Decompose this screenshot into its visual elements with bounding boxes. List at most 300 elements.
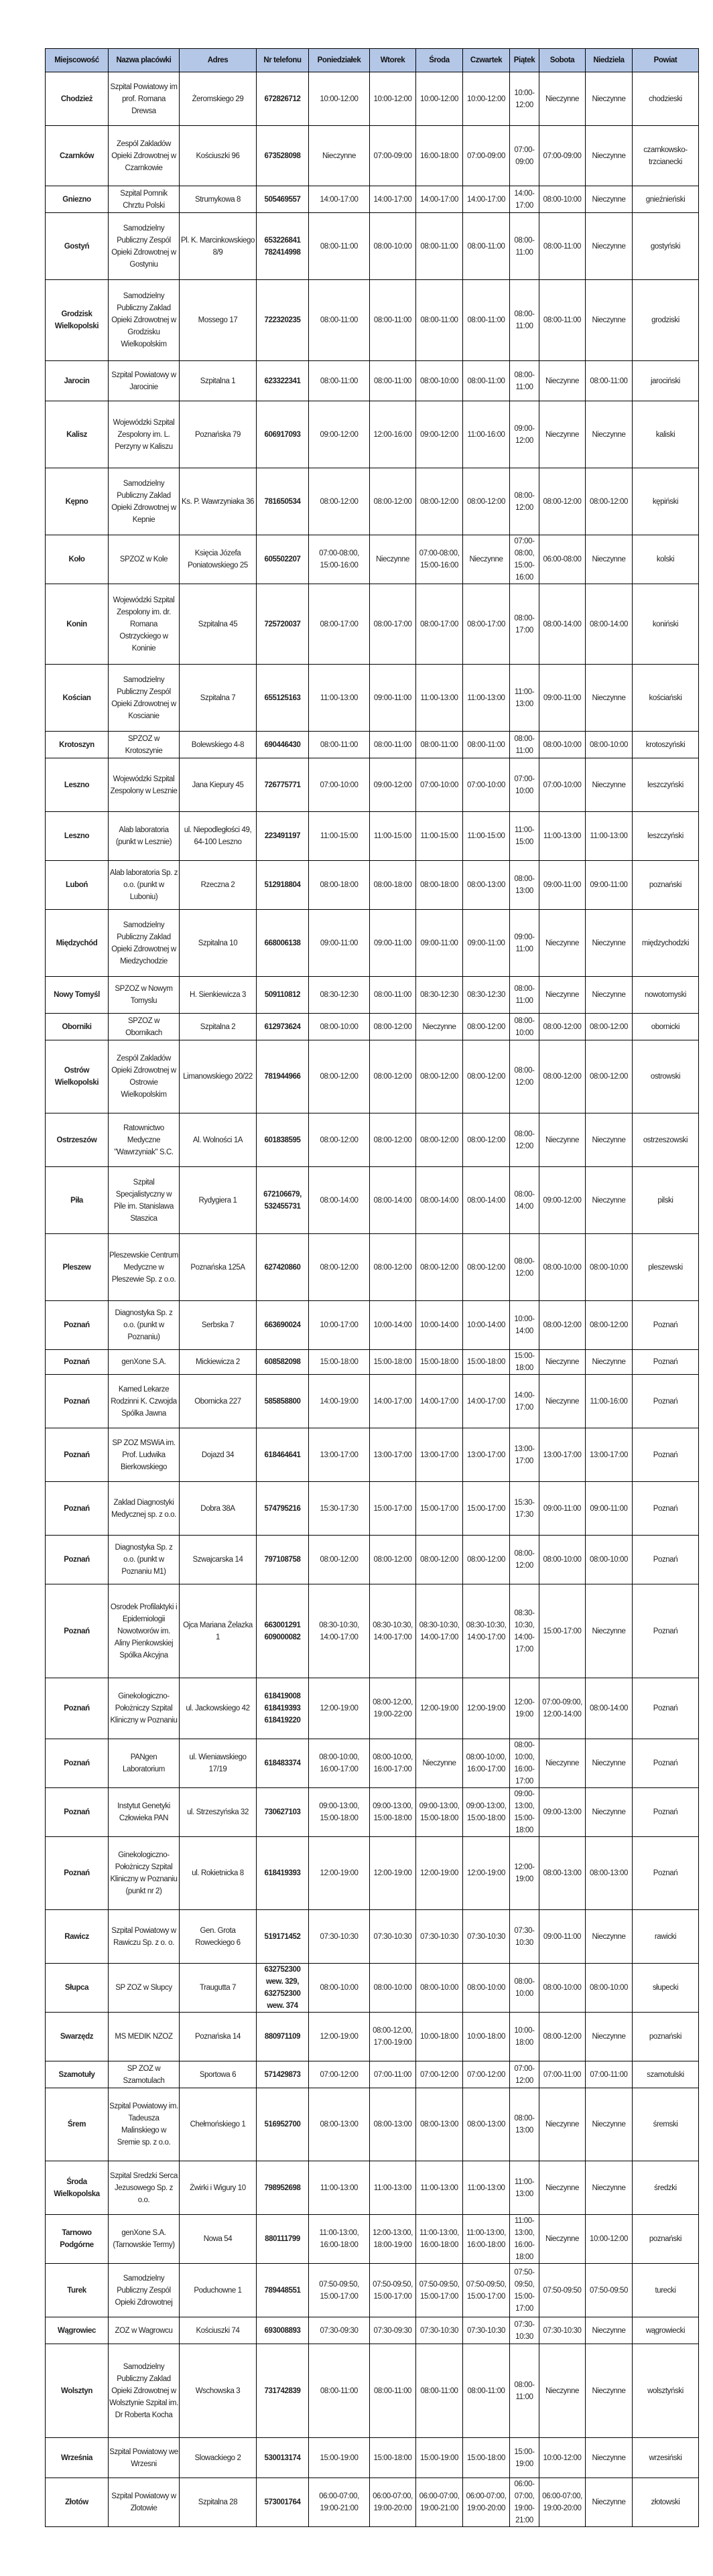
- table-cell-sunday: 08:00-12:00: [586, 1301, 633, 1350]
- table-cell-saturday: Nieczynne: [539, 72, 586, 126]
- table-row: [46, 1014, 699, 1040]
- table-cell-address: Szwajcarska 14: [180, 1536, 257, 1584]
- table-cell-saturday: Nieczynne: [539, 2215, 586, 2264]
- table-cell-wednesday: 11:00-13:00: [416, 665, 463, 732]
- table-cell-city: Grodzisk Wielkopolski: [46, 280, 109, 361]
- table-cell-tuesday: 14:00-17:00: [370, 186, 416, 213]
- table-cell-wednesday: 13:00-17:00: [416, 1428, 463, 1482]
- table-cell-wednesday: 09:00-11:00: [416, 910, 463, 977]
- table-cell-city: Poznań: [46, 1375, 109, 1428]
- table-cell-wednesday: 08:00-12:00: [416, 1536, 463, 1584]
- table-cell-wednesday: 08:00-12:00: [416, 468, 463, 535]
- table-cell-name: Ginekologiczno-Położniczy Szpital Kliniczny w Poznaniu: [109, 1678, 180, 1739]
- table-cell-tuesday: 08:00-12:00: [370, 1234, 416, 1301]
- table-cell-phone: 623322341: [257, 361, 309, 401]
- table-cell-name: Alab laboratoria Sp. z o.o. (punkt w Luboniu): [109, 861, 180, 910]
- table-cell-wednesday: 08:00-17:00: [416, 584, 463, 665]
- header-thursday: Czwartek: [463, 49, 510, 72]
- table-cell-name: Diagnostyka Sp. z o.o. (punkt w Poznaniu M1): [109, 1536, 180, 1584]
- table-row: [46, 1482, 699, 1536]
- table-cell-sunday: Nieczynne: [586, 665, 633, 732]
- table-cell-thursday: 11:00-16:00: [463, 401, 510, 468]
- table-cell-city: Luboń: [46, 861, 109, 910]
- table-row: [46, 977, 699, 1014]
- table-cell-tuesday: 08:00-11:00: [370, 977, 416, 1014]
- table-cell-monday: 08:00-11:00: [309, 2344, 370, 2438]
- table-cell-sunday: 10:00-12:00: [586, 2215, 633, 2264]
- table-cell-friday: 15:30-17:30: [510, 1482, 539, 1536]
- table-cell-address: ul. Niepodległości 49, 64-100 Leszno: [180, 812, 257, 861]
- table-cell-sunday: Nieczynne: [586, 1350, 633, 1375]
- table-row: [46, 732, 699, 758]
- table-cell-sunday: Nieczynne: [586, 2317, 633, 2344]
- table-cell-phone: 798952698: [257, 2161, 309, 2215]
- table-row: [46, 758, 699, 812]
- table-cell-address: Poznańska 14: [180, 2013, 257, 2061]
- table-cell-sunday: Nieczynne: [586, 2478, 633, 2527]
- table-cell-county: obornicki: [633, 1014, 699, 1040]
- table-cell-tuesday: 08:00-14:00: [370, 1167, 416, 1234]
- table-cell-monday: 09:00-12:00: [309, 401, 370, 468]
- table-row: [46, 361, 699, 401]
- table-cell-monday: 09:00-13:00, 15:00-18:00: [309, 1788, 370, 1837]
- table-cell-city: Nowy Tomyśl: [46, 977, 109, 1014]
- table-cell-city: Września: [46, 2438, 109, 2478]
- table-cell-address: Żwirki i Wigury 10: [180, 2161, 257, 2215]
- table-cell-city: Gniezno: [46, 186, 109, 213]
- table-cell-tuesday: 08:00-12:00: [370, 1040, 416, 1113]
- table-cell-county: wrzesiński: [633, 2438, 699, 2478]
- table-cell-county: złotowski: [633, 2478, 699, 2527]
- table-cell-saturday: 09:00-11:00: [539, 1482, 586, 1536]
- table-cell-friday: 15:00-18:00: [510, 1350, 539, 1375]
- table-row: [46, 401, 699, 468]
- table-cell-phone: 673528098: [257, 126, 309, 186]
- table-cell-address: ul. Rokietnicka 8: [180, 1837, 257, 1910]
- table-cell-monday: 08:00-10:00, 16:00-17:00: [309, 1739, 370, 1788]
- table-cell-city: Kępno: [46, 468, 109, 535]
- table-cell-county: Poznań: [633, 1350, 699, 1375]
- table-cell-thursday: 15:00-18:00: [463, 1350, 510, 1375]
- table-cell-monday: 15:00-19:00: [309, 2438, 370, 2478]
- table-cell-saturday: Nieczynne: [539, 1739, 586, 1788]
- table-cell-tuesday: 07:50-09:50, 15:00-17:00: [370, 2264, 416, 2317]
- table-cell-sunday: 09:00-11:00: [586, 1482, 633, 1536]
- table-cell-city: Oborniki: [46, 1014, 109, 1040]
- table-cell-phone: 606917093: [257, 401, 309, 468]
- table-cell-name: Samodzielny Publiczny Zespól Opieki Zdrowotnej w Koscianie: [109, 665, 180, 732]
- table-cell-wednesday: 14:00-17:00: [416, 186, 463, 213]
- table-cell-name: Samodzielny Publiczny Zaklad Opieki Zdrowotnej w Miedzychodzie: [109, 910, 180, 977]
- table-cell-phone: 668006138: [257, 910, 309, 977]
- table-cell-monday: 15:30-17:30: [309, 1482, 370, 1536]
- table-cell-saturday: Nieczynne: [539, 401, 586, 468]
- table-cell-city: Pleszew: [46, 1234, 109, 1301]
- table-cell-city: Ostrów Wielkopolski: [46, 1040, 109, 1113]
- table-row: [46, 1584, 699, 1678]
- table-cell-name: Szpital Powiatowy w Jarocinie: [109, 361, 180, 401]
- table-cell-friday: 08:00-11:00: [510, 977, 539, 1014]
- table-cell-saturday: 15:00-17:00: [539, 1584, 586, 1678]
- table-cell-city: Gostyń: [46, 213, 109, 280]
- table-cell-wednesday: 15:00-19:00: [416, 2438, 463, 2478]
- table-cell-city: Poznań: [46, 1788, 109, 1837]
- table-cell-wednesday: 08:30-10:30, 14:00-17:00: [416, 1584, 463, 1678]
- table-cell-county: rawicki: [633, 1910, 699, 1964]
- table-cell-city: Poznań: [46, 1584, 109, 1678]
- table-cell-saturday: 08:00-10:00: [539, 1964, 586, 2013]
- table-cell-monday: 08:00-10:00: [309, 1964, 370, 2013]
- table-cell-name: Wojewódzki Szpital Zespolony im. dr. Romana Ostrzyckiego w Koninie: [109, 584, 180, 665]
- table-cell-monday: 13:00-17:00: [309, 1428, 370, 1482]
- table-row: [46, 1536, 699, 1584]
- table-cell-saturday: 09:00-11:00: [539, 861, 586, 910]
- table-cell-county: Poznań: [633, 1375, 699, 1428]
- table-cell-sunday: 08:00-13:00: [586, 1837, 633, 1910]
- table-cell-wednesday: 11:00-13:00, 16:00-18:00: [416, 2215, 463, 2264]
- table-cell-monday: 14:00-19:00: [309, 1375, 370, 1428]
- table-cell-county: wągrowiecki: [633, 2317, 699, 2344]
- table-row: [46, 468, 699, 535]
- table-cell-friday: 08:00-11:00: [510, 732, 539, 758]
- table-cell-city: Krotoszyn: [46, 732, 109, 758]
- table-cell-county: grodziski: [633, 280, 699, 361]
- table-cell-saturday: Nieczynne: [539, 1350, 586, 1375]
- table-cell-tuesday: 09:00-12:00: [370, 758, 416, 812]
- table-cell-sunday: 08:00-12:00: [586, 1040, 633, 1113]
- table-cell-address: Żeromskiego 29: [180, 72, 257, 126]
- table-cell-saturday: 08:00-10:00: [539, 1234, 586, 1301]
- table-cell-thursday: 08:00-13:00: [463, 861, 510, 910]
- table-cell-address: Dojazd 34: [180, 1428, 257, 1482]
- table-cell-friday: 14:00-17:00: [510, 186, 539, 213]
- table-cell-city: Kalisz: [46, 401, 109, 468]
- table-cell-tuesday: 12:00-13:00, 18:00-19:00: [370, 2215, 416, 2264]
- table-cell-thursday: 14:00-17:00: [463, 186, 510, 213]
- table-cell-monday: 08:00-12:00: [309, 1113, 370, 1167]
- table-cell-county: chodzieski: [633, 72, 699, 126]
- table-cell-saturday: 07:30-10:30: [539, 2317, 586, 2344]
- table-cell-saturday: Nieczynne: [539, 361, 586, 401]
- table-cell-tuesday: 07:30-09:30: [370, 2317, 416, 2344]
- table-cell-sunday: Nieczynne: [586, 2088, 633, 2161]
- table-cell-name: Szpital Powiatowy we Wrzesni: [109, 2438, 180, 2478]
- table-cell-saturday: 08:00-14:00: [539, 584, 586, 665]
- table-cell-tuesday: 09:00-11:00: [370, 665, 416, 732]
- table-cell-wednesday: 08:00-18:00: [416, 861, 463, 910]
- table-cell-phone: 618419393: [257, 1837, 309, 1910]
- table-row: [46, 2161, 699, 2215]
- table-cell-friday: 08:00-11:00: [510, 213, 539, 280]
- table-cell-tuesday: 10:00-14:00: [370, 1301, 416, 1350]
- table-cell-friday: 07:30-10:30: [510, 1910, 539, 1964]
- table-cell-monday: 11:00-15:00: [309, 812, 370, 861]
- table-cell-name: ZOZ w Wagrowcu: [109, 2317, 180, 2344]
- table-cell-name: SPZOZ w Kole: [109, 535, 180, 584]
- table-cell-thursday: 14:00-17:00: [463, 1375, 510, 1428]
- table-cell-city: Wągrowiec: [46, 2317, 109, 2344]
- table-cell-wednesday: 06:00-07:00, 19:00-21:00: [416, 2478, 463, 2527]
- table-cell-monday: 08:30-10:30, 14:00-17:00: [309, 1584, 370, 1678]
- table-row: [46, 1040, 699, 1113]
- table-cell-city: Poznań: [46, 1428, 109, 1482]
- table-cell-friday: 08:00-10:00, 16:00-17:00: [510, 1739, 539, 1788]
- table-cell-county: krotoszyński: [633, 732, 699, 758]
- table-cell-county: koniński: [633, 584, 699, 665]
- table-cell-city: Swarzędz: [46, 2013, 109, 2061]
- table-cell-monday: 11:00-13:00, 16:00-18:00: [309, 2215, 370, 2264]
- table-cell-monday: 08:00-12:00: [309, 1536, 370, 1584]
- table-cell-wednesday: 12:00-19:00: [416, 1837, 463, 1910]
- table-cell-phone: 530013174: [257, 2438, 309, 2478]
- table-cell-friday: 07:00-10:00: [510, 758, 539, 812]
- table-cell-address: Traugutta 7: [180, 1964, 257, 2013]
- table-cell-tuesday: 14:00-17:00: [370, 1375, 416, 1428]
- table-cell-address: Wschowska 3: [180, 2344, 257, 2438]
- table-cell-wednesday: 08:00-12:00: [416, 1040, 463, 1113]
- table-cell-saturday: 09:00-11:00: [539, 665, 586, 732]
- table-cell-saturday: 06:00-08:00: [539, 535, 586, 584]
- table-cell-friday: 08:00-10:00: [510, 1014, 539, 1040]
- table-cell-thursday: 08:00-13:00: [463, 2088, 510, 2161]
- header-tuesday: Wtorek: [370, 49, 416, 72]
- table-cell-friday: 08:00-13:00: [510, 861, 539, 910]
- header-saturday: Sobota: [539, 49, 586, 72]
- table-cell-tuesday: 15:00-18:00: [370, 1350, 416, 1375]
- table-cell-name: Zespól Zakladów Opieki Zdrowotnej w Ostrowie Wielkopolskim: [109, 1040, 180, 1113]
- table-cell-sunday: Nieczynne: [586, 758, 633, 812]
- table-cell-monday: 12:00-19:00: [309, 1678, 370, 1739]
- table-cell-sunday: Nieczynne: [586, 2344, 633, 2438]
- table-cell-sunday: 09:00-11:00: [586, 861, 633, 910]
- table-cell-monday: 08:00-17:00: [309, 584, 370, 665]
- table-cell-monday: 08:00-10:00: [309, 1014, 370, 1040]
- table-cell-name: Diagnostyka Sp. z o.o. (punkt w Poznaniu): [109, 1301, 180, 1350]
- table-row: [46, 584, 699, 665]
- table-cell-friday: 10:00-18:00: [510, 2013, 539, 2061]
- table-cell-thursday: 12:00-19:00: [463, 1837, 510, 1910]
- table-cell-tuesday: 08:00-12:00: [370, 1014, 416, 1040]
- table-cell-tuesday: 08:00-12:00: [370, 1113, 416, 1167]
- header-name: Nazwa placówki: [109, 49, 180, 72]
- table-cell-monday: 09:00-11:00: [309, 910, 370, 977]
- table-cell-saturday: 08:00-12:00: [539, 1014, 586, 1040]
- table-cell-thursday: 13:00-17:00: [463, 1428, 510, 1482]
- table-cell-sunday: Nieczynne: [586, 535, 633, 584]
- table-cell-city: Poznań: [46, 1301, 109, 1350]
- table-cell-wednesday: 08:30-12:30: [416, 977, 463, 1014]
- table-row: [46, 910, 699, 977]
- table-cell-tuesday: 08:00-11:00: [370, 2344, 416, 2438]
- table-cell-county: Poznań: [633, 1482, 699, 1536]
- table-cell-address: Rydygiera 1: [180, 1167, 257, 1234]
- table-cell-sunday: Nieczynne: [586, 186, 633, 213]
- table-cell-address: Dobra 38A: [180, 1482, 257, 1536]
- table-cell-address: Jana Kiepury 45: [180, 758, 257, 812]
- table-cell-address: Poznańska 125A: [180, 1234, 257, 1301]
- table-cell-friday: 11:00-13:00: [510, 2161, 539, 2215]
- table-cell-address: Szpitalna 10: [180, 910, 257, 977]
- table-cell-monday: Nieczynne: [309, 126, 370, 186]
- table-row: [46, 1234, 699, 1301]
- table-cell-thursday: 10:00-14:00: [463, 1301, 510, 1350]
- table-cell-monday: 11:00-13:00: [309, 2161, 370, 2215]
- table-cell-phone: 608582098: [257, 1350, 309, 1375]
- table-cell-saturday: Nieczynne: [539, 910, 586, 977]
- table-row: [46, 1301, 699, 1350]
- table-cell-saturday: 08:00-11:00: [539, 280, 586, 361]
- table-cell-sunday: Nieczynne: [586, 1739, 633, 1788]
- table-cell-name: Samodzielny Publiczny Zaklad Opieki Zdrowotnej w Grodzisku Wielkopolskim: [109, 280, 180, 361]
- table-cell-tuesday: 08:00-10:00: [370, 1964, 416, 2013]
- table-cell-city: Turek: [46, 2264, 109, 2317]
- table-cell-friday: 08:00-12:00: [510, 1234, 539, 1301]
- table-cell-address: Szpitalna 45: [180, 584, 257, 665]
- table-cell-name: genXone S.A.: [109, 1350, 180, 1375]
- table-cell-phone: 627420860: [257, 1234, 309, 1301]
- table-cell-county: średzki: [633, 2161, 699, 2215]
- table-cell-county: pleszewski: [633, 1234, 699, 1301]
- table-cell-friday: 08:00-12:00: [510, 1113, 539, 1167]
- table-row: [46, 1678, 699, 1739]
- table-cell-saturday: Nieczynne: [539, 1113, 586, 1167]
- table-row: [46, 1428, 699, 1482]
- table-cell-thursday: 12:00-19:00: [463, 1678, 510, 1739]
- table-cell-city: Złotów: [46, 2478, 109, 2527]
- table-row: [46, 1788, 699, 1837]
- table-cell-monday: 08:00-18:00: [309, 861, 370, 910]
- table-cell-name: Samodzielny Publiczny Zaklad Opieki Zdrowotnej w Wolsztynie Szpital im. Dr Roberta Kocha: [109, 2344, 180, 2438]
- table-cell-sunday: Nieczynne: [586, 213, 633, 280]
- header-wednesday: Środa: [416, 49, 463, 72]
- table-row: [46, 1167, 699, 1234]
- table-cell-thursday: 07:00-10:00: [463, 758, 510, 812]
- table-cell-county: kolski: [633, 535, 699, 584]
- table-cell-saturday: 08:00-10:00: [539, 732, 586, 758]
- table-cell-thursday: 08:00-17:00: [463, 584, 510, 665]
- table-cell-friday: 09:00-13:00, 15:00-18:00: [510, 1788, 539, 1837]
- table-cell-wednesday: 15:00-17:00: [416, 1482, 463, 1536]
- table-cell-name: Wojewódzki Szpital Zespolony w Lesznie: [109, 758, 180, 812]
- table-cell-name: Zaklad Diagnostyki Medycznej sp. z o.o.: [109, 1482, 180, 1536]
- table-row: [46, 812, 699, 861]
- table-cell-saturday: Nieczynne: [539, 2344, 586, 2438]
- table-cell-thursday: 08:00-12:00: [463, 1113, 510, 1167]
- table-cell-tuesday: 08:30-10:30, 14:00-17:00: [370, 1584, 416, 1678]
- table-cell-wednesday: 07:00-08:00, 15:00-16:00: [416, 535, 463, 584]
- table-cell-tuesday: 15:00-17:00: [370, 1482, 416, 1536]
- table-cell-address: H. Sienkiewicza 3: [180, 977, 257, 1014]
- table-cell-address: ul. Wieniawskiego 17/19: [180, 1739, 257, 1788]
- table-cell-saturday: 07:00-09:00, 12:00-14:00: [539, 1678, 586, 1739]
- table-cell-saturday: 11:00-13:00: [539, 812, 586, 861]
- table-row: [46, 1375, 699, 1428]
- table-cell-address: Strumykowa 8: [180, 186, 257, 213]
- table-cell-city: Słupca: [46, 1964, 109, 2013]
- table-row: [46, 1910, 699, 1964]
- table-cell-tuesday: 11:00-15:00: [370, 812, 416, 861]
- table-cell-county: Poznań: [633, 1788, 699, 1837]
- table-cell-phone: 722320235: [257, 280, 309, 361]
- table-cell-friday: 08:00-11:00: [510, 361, 539, 401]
- table-cell-monday: 07:50-09:50, 15:00-17:00: [309, 2264, 370, 2317]
- table-cell-county: kaliski: [633, 401, 699, 468]
- table-cell-saturday: Nieczynne: [539, 2088, 586, 2161]
- table-cell-tuesday: 09:00-11:00: [370, 910, 416, 977]
- table-cell-tuesday: 07:30-10:30: [370, 1910, 416, 1964]
- table-cell-address: ul. Strzeszyńska 32: [180, 1788, 257, 1837]
- table-cell-wednesday: 16:00-18:00: [416, 126, 463, 186]
- table-cell-wednesday: 14:00-17:00: [416, 1375, 463, 1428]
- table-cell-city: Poznań: [46, 1536, 109, 1584]
- table-cell-address: Ks. P. Wawrzyniaka 36: [180, 468, 257, 535]
- table-cell-address: Pl. K. Marcinkowskiego 8/9: [180, 213, 257, 280]
- table-cell-county: leszczyński: [633, 812, 699, 861]
- table-cell-county: wolsztyński: [633, 2344, 699, 2438]
- table-cell-thursday: 08:00-12:00: [463, 1536, 510, 1584]
- table-cell-monday: 08:00-14:00: [309, 1167, 370, 1234]
- table-cell-name: Wojewódzki Szpital Zespolony im. L. Perzyny w Kaliszu: [109, 401, 180, 468]
- table-cell-friday: 08:30-10:30, 14:00-17:00: [510, 1584, 539, 1678]
- table-cell-phone: 789448551: [257, 2264, 309, 2317]
- table-cell-thursday: 08:00-12:00: [463, 1014, 510, 1040]
- table-cell-tuesday: 08:00-18:00: [370, 861, 416, 910]
- table-cell-city: Poznań: [46, 1678, 109, 1739]
- table-cell-name: Ginekologiczno-Położniczy Szpital Kliniczny w Poznaniu (punkt nr 2): [109, 1837, 180, 1910]
- table-cell-saturday: 07:00-11:00: [539, 2061, 586, 2088]
- table-cell-city: Międzychód: [46, 910, 109, 977]
- table-cell-thursday: 08:00-11:00: [463, 2344, 510, 2438]
- table-cell-county: Poznań: [633, 1301, 699, 1350]
- table-cell-tuesday: 13:00-17:00: [370, 1428, 416, 1482]
- table-cell-friday: 09:00-12:00: [510, 401, 539, 468]
- table-cell-name: SP ZOZ w Slupcy: [109, 1964, 180, 2013]
- table-cell-name: Ratownictwo Medyczne "Wawrzyniak" S.C.: [109, 1113, 180, 1167]
- table-cell-friday: 07:30-10:30: [510, 2317, 539, 2344]
- table-row: [46, 2438, 699, 2478]
- table-row: [46, 72, 699, 126]
- table-cell-name: Szpital Specjalistyczny w Pile im. Stanislawa Staszica: [109, 1167, 180, 1234]
- table-cell-tuesday: 08:00-11:00: [370, 732, 416, 758]
- table-cell-sunday: Nieczynne: [586, 126, 633, 186]
- table-cell-wednesday: 08:00-11:00: [416, 213, 463, 280]
- table-cell-tuesday: 06:00-07:00, 19:00-20:00: [370, 2478, 416, 2527]
- table-cell-county: Poznań: [633, 1428, 699, 1482]
- table-cell-address: Bolewskiego 4-8: [180, 732, 257, 758]
- table-cell-friday: 08:00-10:00: [510, 1964, 539, 2013]
- table-cell-friday: 07:00-09:00: [510, 126, 539, 186]
- table-cell-wednesday: 08:00-11:00: [416, 732, 463, 758]
- table-cell-county: ostrowski: [633, 1040, 699, 1113]
- table-cell-thursday: 08:00-12:00: [463, 468, 510, 535]
- table-cell-tuesday: 15:00-18:00: [370, 2438, 416, 2478]
- table-cell-city: Śrem: [46, 2088, 109, 2161]
- table-cell-county: kępiński: [633, 468, 699, 535]
- table-cell-name: Szpital Powiatowy w Rawiczu Sp. z o. o.: [109, 1910, 180, 1964]
- table-cell-name: Samodzielny Publiczny Zaklad Opieki Zdrowotnej w Kepnie: [109, 468, 180, 535]
- table-cell-friday: 07:00-12:00: [510, 2061, 539, 2088]
- table-row: [46, 1964, 699, 2013]
- table-cell-county: leszczyński: [633, 758, 699, 812]
- table-cell-tuesday: 12:00-16:00: [370, 401, 416, 468]
- table-cell-monday: 11:00-13:00: [309, 665, 370, 732]
- table-cell-tuesday: 08:00-11:00: [370, 361, 416, 401]
- table-cell-address: Nowa 54: [180, 2215, 257, 2264]
- table-cell-friday: 08:00-12:00: [510, 468, 539, 535]
- table-cell-thursday: 07:00-09:00: [463, 126, 510, 186]
- table-cell-monday: 08:00-12:00: [309, 1040, 370, 1113]
- table-cell-thursday: 07:30-10:30: [463, 2317, 510, 2344]
